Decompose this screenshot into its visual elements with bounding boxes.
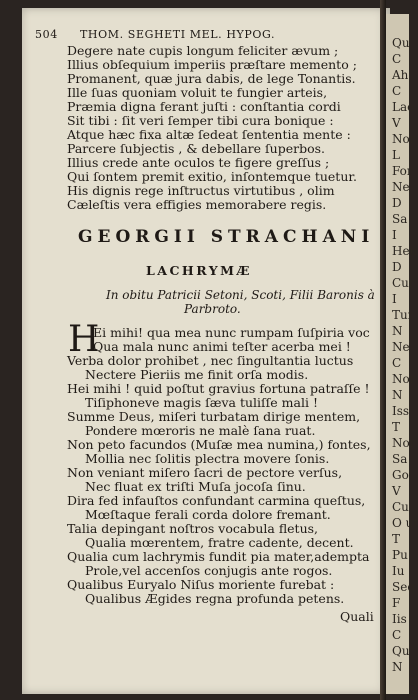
poem-line: Talia depingant noſtros vocabula fletus, [67, 521, 319, 536]
next-page-fragment: Sa [392, 212, 408, 226]
page-number: 504 [35, 28, 58, 41]
next-page-fragment: Sa [392, 452, 408, 466]
poem-line: His dignis rege inſtructus virtutibus , olim [67, 183, 335, 198]
next-page-fragment: C [392, 84, 402, 98]
next-page-fragment: V [392, 116, 401, 130]
poem-line: Sit tibi : ſit veri ſemper tibi cura bonique : [67, 113, 334, 128]
poem-line: Hei mihi ! quid poſtut gravius fortuna patraſſe ! [67, 381, 370, 396]
next-page-fragment: Ne [392, 340, 410, 354]
next-page-fragment: Nor [392, 372, 416, 386]
next-page-fragment: L [392, 148, 400, 162]
poem-line: Qui ſontem premit exitio, inſontemque tuetur. [67, 169, 357, 184]
next-page-fragment: O ut [392, 516, 418, 530]
poem-line: Summe Deus, miſeri turbatam dirige mentem, [67, 409, 361, 424]
section-title: LACHRYMÆ [146, 263, 252, 278]
book-page [22, 8, 390, 694]
next-page-fragment: F [392, 596, 401, 610]
next-page-fragment: Go [392, 468, 409, 482]
next-page-fragment: Cu [392, 500, 409, 514]
next-page-fragment: V [392, 484, 401, 498]
next-page-fragment: I [392, 292, 397, 306]
next-page-fragment: C [392, 628, 402, 642]
next-page-fragment: Nor [392, 436, 416, 450]
poem-line: Non veniant miſero ſacri de pectore verſus, [67, 465, 343, 480]
section-subtitle: Parbroto. [184, 302, 241, 316]
next-page-fragment: Nor [392, 132, 416, 146]
next-page-fragment: C [392, 356, 402, 370]
next-page-fragment: Iis [392, 612, 407, 626]
poem-line: Atque hæc fixa altæ ſedeat ſententia mente : [67, 127, 351, 142]
next-page-fragment: N [392, 324, 403, 338]
poem-line: Illius obſequium imperiis præſtare memento ; [67, 57, 357, 72]
poem-line: Nectere Pieriis me finit orſa modis. [85, 367, 309, 382]
next-page-fragment: Ne [392, 180, 410, 194]
poem-line: Dira fed infauſtos confundant carmina queſtus, [67, 493, 366, 508]
running-title: THOM. SEGHETI MEL. HYPOG. [80, 28, 276, 41]
next-page-fragment: Cur [392, 276, 415, 290]
next-page-fragment: For [392, 164, 413, 178]
section-author: GEORGII STRACHANI [78, 227, 375, 247]
next-page-fragment: C [392, 52, 402, 66]
poem-line: Ei mihi! qua mea nunc rumpam ſuſpiria voc [93, 325, 370, 340]
section-subtitle: In obitu Patricii Setoni, Scoti, Filii Baronis à [106, 288, 375, 302]
poem-line: Prole,vel accenſos conjugis ante rogos. [85, 563, 333, 578]
next-page-fragment: Iu [392, 564, 405, 578]
poem-line: Promanent, quæ jura dabis, de lege Tonantis. [67, 71, 356, 86]
poem-line: Ille ſuas quoniam voluit te fungier arteis, [67, 85, 328, 100]
poem-line: Præmia digna ferant juſti : conſtantia cordi [67, 99, 341, 114]
poem-line: Mollia nec ſolitis plectra movere ſonis. [85, 451, 330, 466]
poem-line: Degere nate cupis longum feliciter ævum ; [67, 43, 339, 58]
next-page-fragment: N [392, 660, 403, 674]
next-page-fragment: T [392, 420, 401, 434]
next-page-fragment: D [392, 196, 402, 210]
next-page-fragment: Pu [392, 548, 408, 562]
next-page-fragment: Seq [392, 580, 416, 594]
drop-cap: H [68, 319, 100, 360]
poem-line: Cæleſtis vera effigies memorabere regis. [67, 197, 327, 212]
next-page-fragment: Iss [392, 404, 410, 418]
poem-line: Qua mala nunc animi teſter acerba mei ! [93, 339, 351, 354]
poem-line: Qualibus Euryalo Niſus moriente furebat : [67, 577, 335, 592]
poem-line: Pondere mœroris ne malè ſana ruat. [85, 423, 316, 438]
next-page-fragment: I [392, 228, 397, 242]
next-page-fragment: Ah [392, 68, 409, 82]
next-page-edge [386, 14, 418, 694]
poem-line: Parcere ſubjectis , & debellare ſuperbos. [67, 141, 325, 156]
next-page-fragment: Qu [392, 644, 410, 658]
poem-line: Illius crede ante oculos te figere greſſus ; [67, 155, 330, 170]
next-page-fragment: Tur [392, 308, 414, 322]
next-page-fragment: Lae [392, 100, 415, 114]
next-page-fragment: D [392, 260, 402, 274]
poem-line: Non peto facundos (Muſæ mea numina,) fontes, [67, 437, 371, 452]
poem-line: Verba dolor prohibet , nec ſingultantia luctus [67, 353, 354, 368]
next-page-fragment: Heu [392, 244, 418, 258]
next-page-fragment: N [392, 388, 403, 402]
catchword: Quali [340, 609, 374, 624]
next-page-fragment: Qu [392, 36, 410, 50]
poem-line: Qualia cum lachrymis fundit pia mater,adempta [67, 549, 370, 564]
poem-line: Nec fluat ex triſti Muſa jocoſa ſinu. [85, 479, 306, 494]
next-page-fragment: T [392, 532, 401, 546]
poem-line: Qualibus Ægides regna profunda petens. [85, 591, 345, 606]
poem-line: Qualia mœrentem, fratre cadente, decent. [85, 535, 354, 550]
poem-line: Tiſiphoneve magis ſæva tuliſſe mali ! [85, 395, 318, 410]
poem-line: Mœſtaque ferali corda dolore fremant. [85, 507, 331, 522]
